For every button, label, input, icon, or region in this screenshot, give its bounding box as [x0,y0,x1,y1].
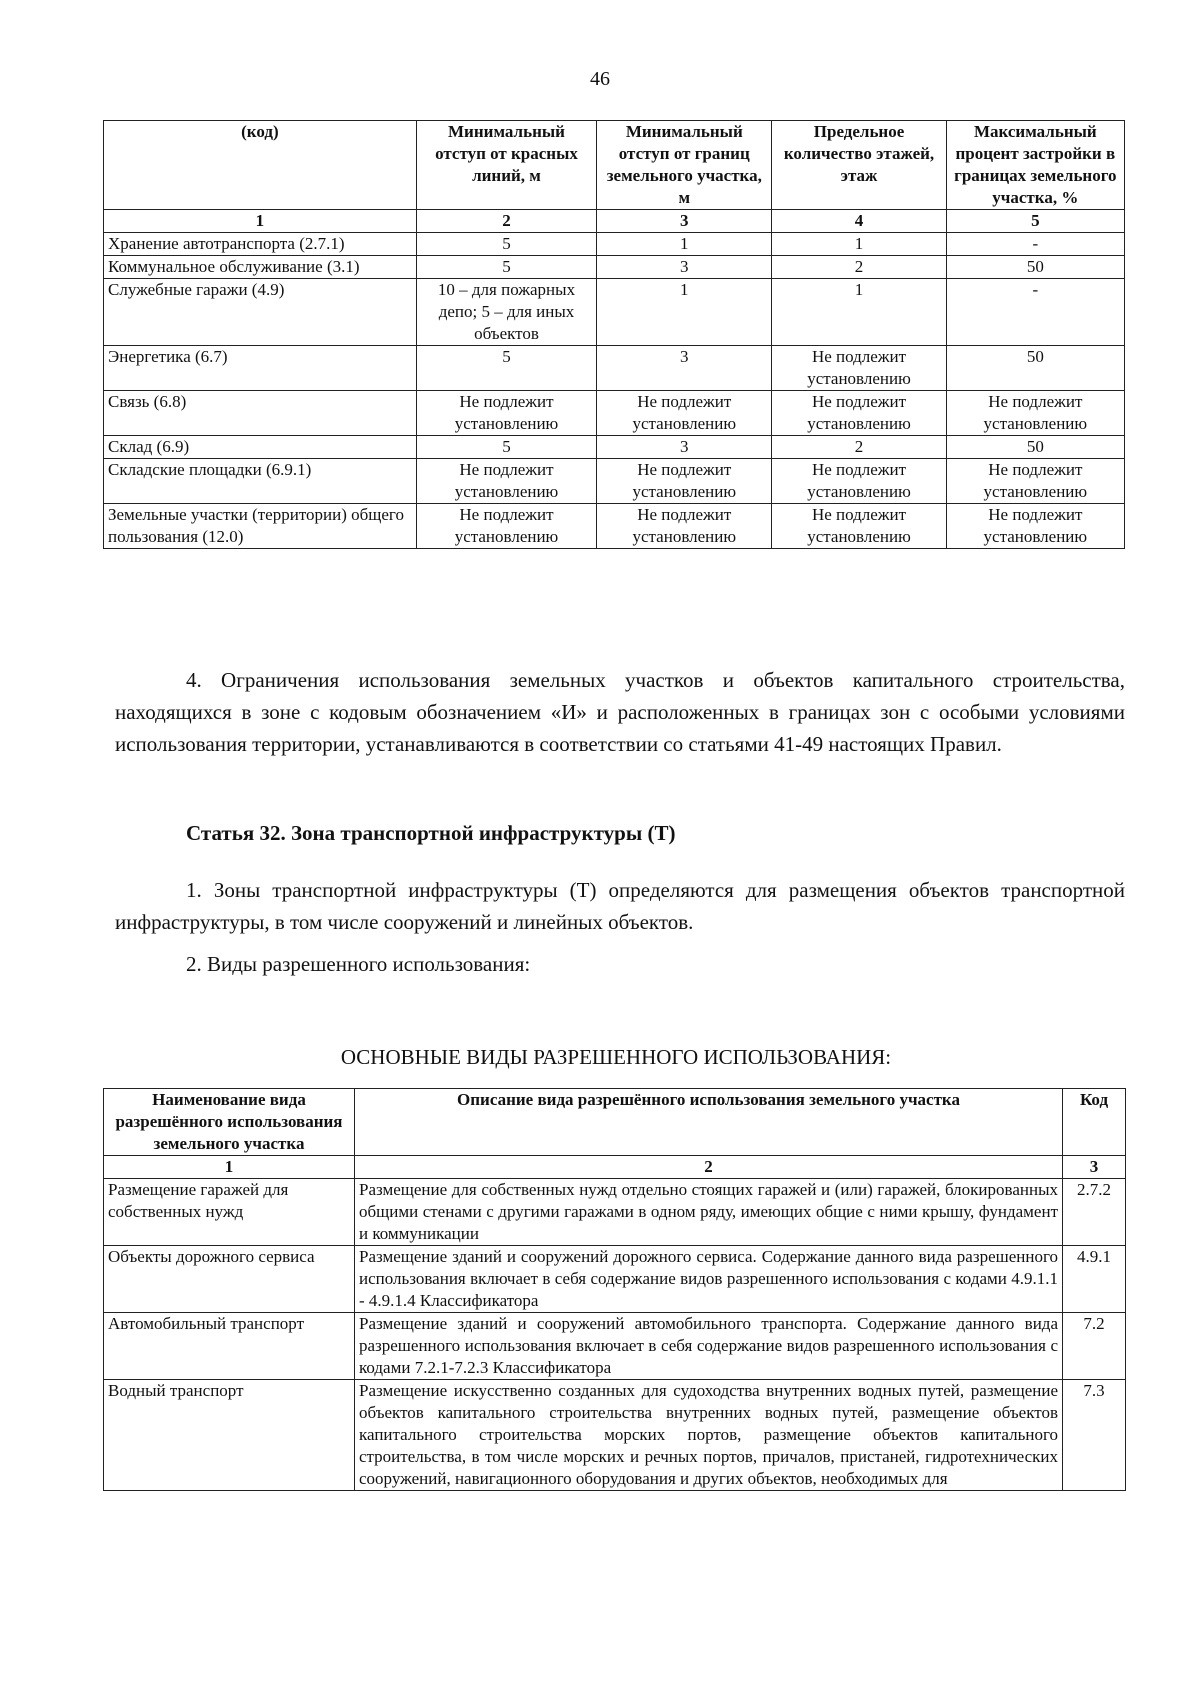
column-number: 3 [597,210,772,233]
column-number: 2 [355,1156,1063,1179]
permitted-uses-table [103,1088,1126,1491]
use-code: 4.9.1 [1063,1246,1126,1313]
paragraph-restrictions: 4. Ограничения использования земельных участков и объектов капитального строительства, находящихся в зоне с кодовым обозначением «И» и расположенных в границах зон с особыми условиями использования территории, устанавливаются в соответствии со статьями 41-49 настоящих Правил. [115,668,1125,756]
cell-boundaries: Не подлежит установлению [597,391,772,436]
cell-coverage: Не подлежит установлению [946,391,1124,436]
header-max-floors: Предельное количество этажей, этаж [772,121,946,210]
cell-red-lines: Не подлежит установлению [416,391,596,436]
header-code: (код) [104,121,417,210]
header-max-coverage: Максимальный процент застройки в границах земельного участка, % [946,121,1124,210]
cell-coverage: 50 [946,256,1124,279]
cell-boundaries: 1 [597,279,772,346]
table-row [104,504,1125,549]
row-name: Склад (6.9) [104,436,417,459]
cell-floors: Не подлежит установлению [772,346,946,391]
column-number: 4 [772,210,946,233]
cell-red-lines: 5 [416,256,596,279]
row-name: Земельные участки (территории) общего пользования (12.0) [104,504,417,549]
cell-coverage: Не подлежит установлению [946,504,1124,549]
table-row [104,256,1125,279]
table-row [104,346,1125,391]
uses-table-heading: ОСНОВНЫЕ ВИДЫ РАЗРЕШЕННОГО ИСПОЛЬЗОВАНИЯ: [340,1045,892,1069]
use-description: Размещение зданий и сооружений дорожного сервиса. Содержание данного вида разрешенного использования включает в себя содержание видов разрешенного использования с кодами 4.9.1.1 - 4.9.1.4 Классификатора [355,1246,1063,1313]
column-number-row [104,1156,1126,1179]
table-row [104,233,1125,256]
use-name: Автомобильный транспорт [104,1313,355,1380]
table-row [104,459,1125,504]
cell-floors: 2 [772,256,946,279]
use-description: Размещение для собственных нужд отдельно стоящих гаражей и (или) гаражей, блокированных общими стенами с другими гаражами в одном ряду, имеющих общие с ними крышу, фундамент и коммуникации [355,1179,1063,1246]
page-number: 46 [590,68,610,90]
cell-red-lines: 5 [416,233,596,256]
row-name: Коммунальное обслуживание (3.1) [104,256,417,279]
row-name: Служебные гаражи (4.9) [104,279,417,346]
cell-red-lines: 10 – для пожарных депо; 5 – для иных объектов [416,279,596,346]
column-number: 1 [104,1156,355,1179]
cell-red-lines: 5 [416,436,596,459]
zoning-parameters-table [103,120,1125,549]
cell-floors: 1 [772,279,946,346]
cell-coverage: 50 [946,346,1124,391]
cell-coverage: Не подлежит установлению [946,459,1124,504]
cell-red-lines: Не подлежит установлению [416,459,596,504]
cell-floors: 1 [772,233,946,256]
row-name: Хранение автотранспорта (2.7.1) [104,233,417,256]
row-name: Складские площадки (6.9.1) [104,459,417,504]
cell-boundaries: Не подлежит установлению [597,504,772,549]
use-name: Водный транспорт [104,1380,355,1491]
cell-boundaries: 3 [597,256,772,279]
cell-coverage: - [946,233,1124,256]
cell-coverage: 50 [946,436,1124,459]
use-name: Размещение гаражей для собственных нужд [104,1179,355,1246]
row-name: Энергетика (6.7) [104,346,417,391]
cell-floors: 2 [772,436,946,459]
header-use-name: Наименование вида разрешённого использования земельного участка [104,1089,355,1156]
header-min-offset-boundaries: Минимальный отступ от границ земельного участка, м [597,121,772,210]
column-number: 2 [416,210,596,233]
use-code: 7.3 [1063,1380,1126,1491]
paragraph-permitted-uses: 2. Виды разрешенного использования: [186,952,531,976]
table-header-row [104,1089,1126,1156]
cell-floors: Не подлежит установлению [772,504,946,549]
table-row [104,1246,1126,1313]
table-header-row [104,121,1125,210]
column-number: 5 [946,210,1124,233]
article-title: Статья 32. Зона транспортной инфраструктуры (Т) [186,821,676,845]
column-number: 3 [1063,1156,1126,1179]
cell-boundaries: 1 [597,233,772,256]
cell-floors: Не подлежит установлению [772,391,946,436]
cell-floors: Не подлежит установлению [772,459,946,504]
cell-red-lines: 5 [416,346,596,391]
use-name: Объекты дорожного сервиса [104,1246,355,1313]
table-row [104,1313,1126,1380]
cell-boundaries: 3 [597,436,772,459]
header-min-offset-red-lines: Минимальный отступ от красных линий, м [416,121,596,210]
cell-boundaries: Не подлежит установлению [597,459,772,504]
header-use-description: Описание вида разрешённого использования земельного участка [355,1089,1063,1156]
use-code: 2.7.2 [1063,1179,1126,1246]
use-description: Размещение зданий и сооружений автомобильного транспорта. Содержание данного вида разрешенного использования включает в себя содержание видов разрешенного использования с кодами 7.2.1-7.2.3 Классификатора [355,1313,1063,1380]
paragraph-zone-definition: 1. Зоны транспортной инфраструктуры (Т) определяются для размещения объектов транспортной инфраструктуры, в том числе сооружений и линейных объектов. [115,878,1125,934]
table-row [104,391,1125,436]
table-row [104,436,1125,459]
table-row [104,279,1125,346]
table-row [104,1179,1126,1246]
cell-coverage: - [946,279,1124,346]
cell-boundaries: 3 [597,346,772,391]
table-row [104,1380,1126,1491]
use-description: Размещение искусственно созданных для судоходства внутренних водных путей, размещение объектов капитального строительства внутренних водных путей, размещение объектов капитального строительства морских портов, размещение объектов капитального строительства, в том числе морских и речных портов, причалов, пристаней, гидротехнических сооружений, навигационного оборудования и других объектов, необходимых для [355,1380,1063,1491]
column-number-row [104,210,1125,233]
cell-red-lines: Не подлежит установлению [416,504,596,549]
use-code: 7.2 [1063,1313,1126,1380]
row-name: Связь (6.8) [104,391,417,436]
column-number: 1 [104,210,417,233]
header-code: Код [1063,1089,1126,1156]
